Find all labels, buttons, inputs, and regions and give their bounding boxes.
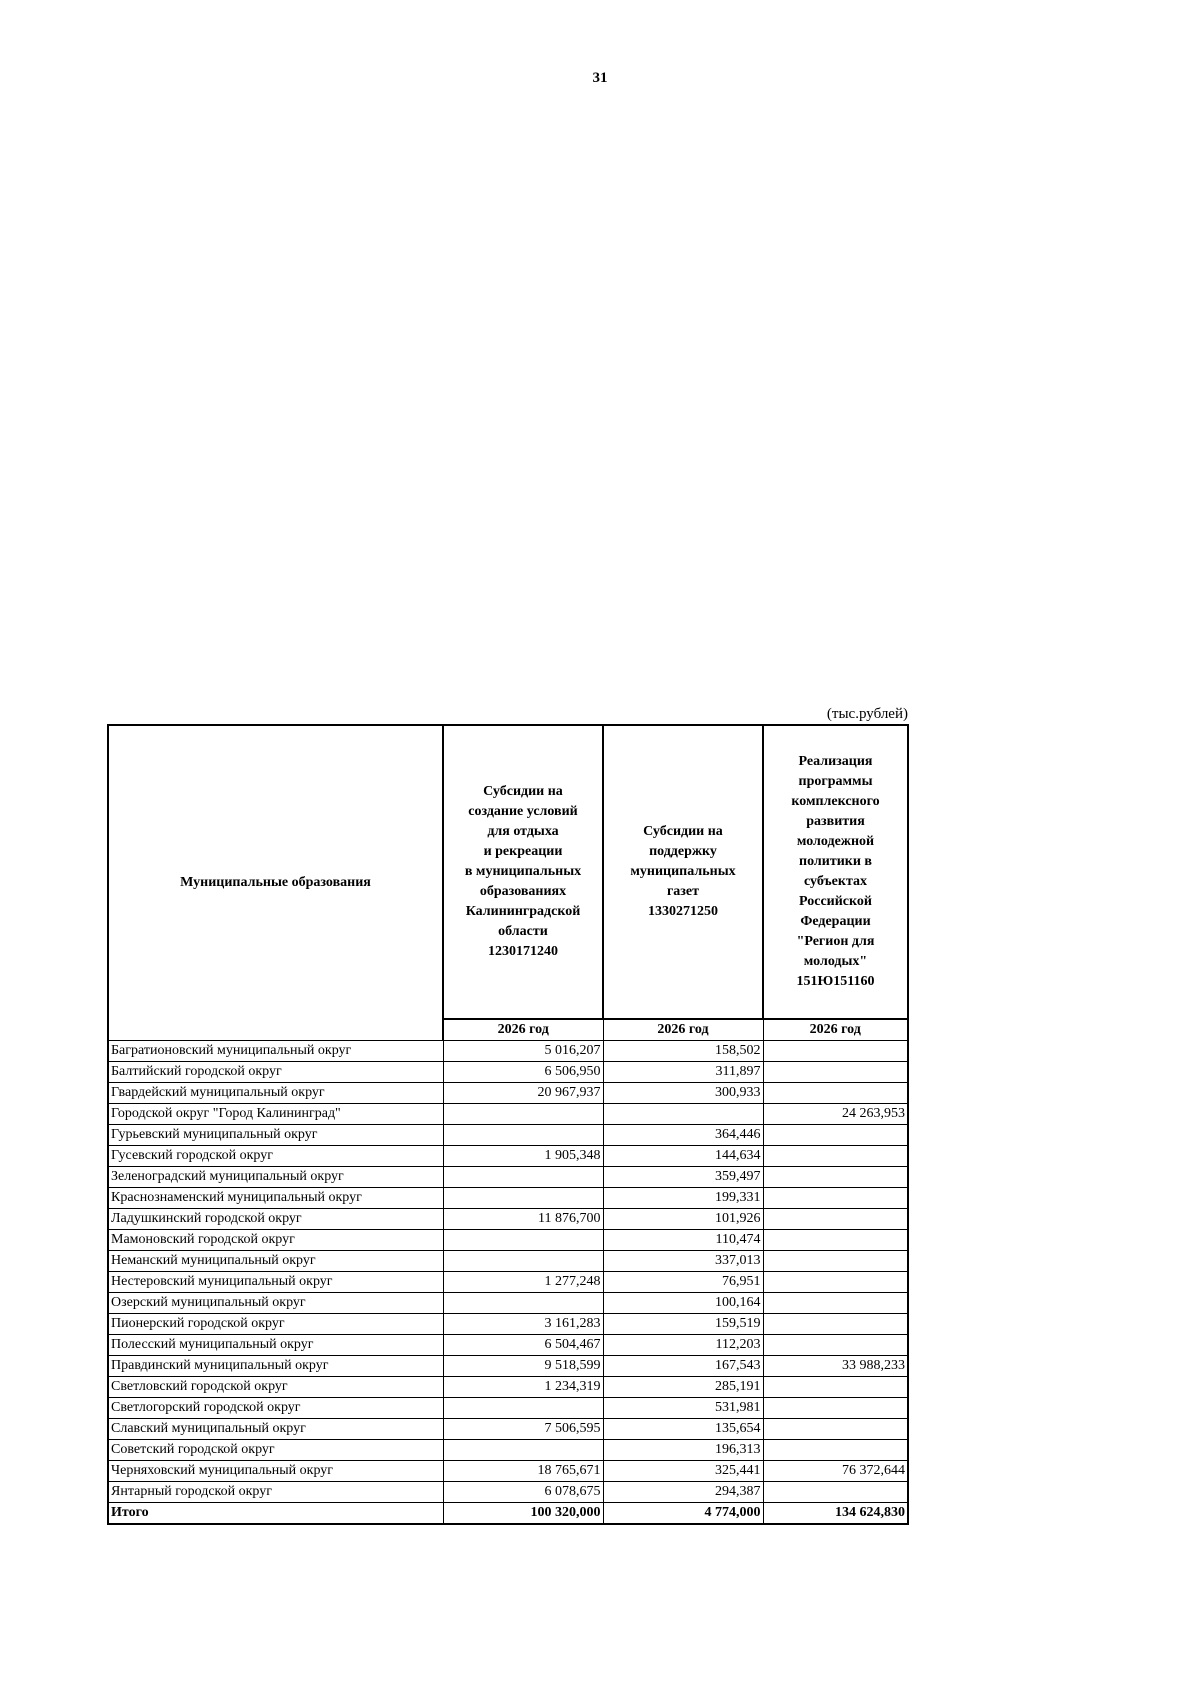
municipality-name: Гусевский городской округ [108, 1146, 443, 1167]
table-row [108, 1146, 908, 1167]
recreation-subsidy-value: 9 518,599 [443, 1356, 603, 1377]
recreation-subsidy-value [443, 1188, 603, 1209]
table-row [108, 1335, 908, 1356]
header-line: образованиях [479, 884, 567, 899]
table-row [108, 1104, 908, 1125]
table-row [108, 1251, 908, 1272]
municipality-name: Неманский муниципальный округ [108, 1251, 443, 1272]
youth-program-value [763, 1146, 908, 1167]
table-row [108, 1083, 908, 1104]
units-label: (тыс.рублей) [826, 706, 908, 722]
youth-program-value: 24 263,953 [763, 1104, 908, 1125]
year-label: 2026 год [763, 1019, 908, 1041]
header-line: поддержку [649, 844, 717, 859]
municipality-name: Славский муниципальный округ [108, 1419, 443, 1440]
recreation-subsidy-value: 1 234,319 [443, 1377, 603, 1398]
header-youth-program [763, 725, 908, 1019]
recreation-subsidy-value [443, 1167, 603, 1188]
header-line: 1230171240 [488, 944, 558, 959]
header-line: политики в [799, 854, 872, 869]
header-line: Субсидии на [643, 824, 723, 839]
newspaper-subsidy-value: 285,191 [603, 1377, 763, 1398]
municipality-name: Гвардейский муниципальный округ [108, 1083, 443, 1104]
youth-program-value [763, 1062, 908, 1083]
header-line: молодежной [796, 834, 875, 849]
table-body [108, 1041, 908, 1525]
municipality-name: Зеленоградский муниципальный округ [108, 1167, 443, 1188]
header-line: газет [666, 884, 700, 899]
municipality-name: Светловский городской округ [108, 1377, 443, 1398]
recreation-subsidy-value: 3 161,283 [443, 1314, 603, 1335]
page-number: 31 [592, 70, 608, 86]
header-line: Реализация [798, 754, 873, 769]
youth-program-value: 134 624,830 [763, 1503, 908, 1525]
newspaper-subsidy-value: 100,164 [603, 1293, 763, 1314]
youth-program-value [763, 1272, 908, 1293]
newspaper-subsidy-value: 4 774,000 [603, 1503, 763, 1525]
newspaper-subsidy-value: 110,474 [603, 1230, 763, 1251]
budget-table [107, 724, 909, 1525]
header-subsidy-recreation [443, 725, 603, 1019]
municipality-name: Мамоновский городской округ [108, 1230, 443, 1251]
newspaper-subsidy-value: 196,313 [603, 1440, 763, 1461]
youth-program-value: 76 372,644 [763, 1461, 908, 1482]
table-row [108, 1377, 908, 1398]
municipality-name: Полесский муниципальный округ [108, 1335, 443, 1356]
youth-program-value [763, 1125, 908, 1146]
newspaper-subsidy-value [603, 1104, 763, 1125]
header-line: субъектах [804, 874, 867, 889]
youth-program-value [763, 1230, 908, 1251]
header-municipalities: Муниципальные образования [108, 725, 443, 1041]
header-line: и рекреации [483, 844, 563, 859]
header-line: молодых" [803, 954, 868, 969]
newspaper-subsidy-value: 101,926 [603, 1209, 763, 1230]
municipality-name: Черняховский муниципальный округ [108, 1461, 443, 1482]
header-line: Субсидии на [483, 784, 563, 799]
municipality-name: Балтийский городской округ [108, 1062, 443, 1083]
recreation-subsidy-value: 11 876,700 [443, 1209, 603, 1230]
header-line: Российской [799, 894, 872, 909]
newspaper-subsidy-value: 144,634 [603, 1146, 763, 1167]
header-line: 1330271250 [648, 904, 718, 919]
table-row [108, 1209, 908, 1230]
table-row [108, 1188, 908, 1209]
youth-program-value [763, 1251, 908, 1272]
newspaper-subsidy-value: 112,203 [603, 1335, 763, 1356]
recreation-subsidy-value: 6 504,467 [443, 1335, 603, 1356]
municipality-name: Светлогорский городской округ [108, 1398, 443, 1419]
municipality-name: Пионерский городской округ [108, 1314, 443, 1335]
table-row [108, 1272, 908, 1293]
newspaper-subsidy-value: 337,013 [603, 1251, 763, 1272]
table-row [108, 1125, 908, 1146]
table-row [108, 1062, 908, 1083]
youth-program-value [763, 1398, 908, 1419]
youth-program-value [763, 1293, 908, 1314]
header-line: комплексного [791, 794, 880, 809]
recreation-subsidy-value [443, 1230, 603, 1251]
table-row [108, 1419, 908, 1440]
municipality-name: Краснознаменский муниципальный округ [108, 1188, 443, 1209]
recreation-subsidy-value: 7 506,595 [443, 1419, 603, 1440]
youth-program-value [763, 1188, 908, 1209]
recreation-subsidy-value [443, 1251, 603, 1272]
newspaper-subsidy-value: 531,981 [603, 1398, 763, 1419]
table-row [108, 1482, 908, 1503]
youth-program-value [763, 1083, 908, 1104]
municipality-name: Багратионовский муниципальный округ [108, 1041, 443, 1062]
table-row [108, 1167, 908, 1188]
table-row [108, 1440, 908, 1461]
recreation-subsidy-value [443, 1293, 603, 1314]
municipality-name: Янтарный городской округ [108, 1482, 443, 1503]
municipality-name: Правдинский муниципальный округ [108, 1356, 443, 1377]
youth-program-value [763, 1377, 908, 1398]
youth-program-value [763, 1209, 908, 1230]
recreation-subsidy-value: 6 078,675 [443, 1482, 603, 1503]
newspaper-subsidy-value: 158,502 [603, 1041, 763, 1062]
year-label: 2026 год [603, 1019, 763, 1041]
recreation-subsidy-value: 20 967,937 [443, 1083, 603, 1104]
header-line: "Регион для [796, 934, 875, 949]
recreation-subsidy-value [443, 1398, 603, 1419]
table-row [108, 1314, 908, 1335]
header-line: Федерации [800, 914, 871, 929]
newspaper-subsidy-value: 159,519 [603, 1314, 763, 1335]
header-line: 151Ю151160 [796, 974, 875, 989]
total-row [108, 1503, 908, 1525]
municipality-name: Советский городской округ [108, 1440, 443, 1461]
youth-program-value [763, 1041, 908, 1062]
header-line: создание условий [468, 804, 578, 819]
municipality-name: Озерский муниципальный округ [108, 1293, 443, 1314]
recreation-subsidy-value: 18 765,671 [443, 1461, 603, 1482]
header-line: муниципальных [630, 864, 736, 879]
recreation-subsidy-value: 1 905,348 [443, 1146, 603, 1167]
newspaper-subsidy-value: 300,933 [603, 1083, 763, 1104]
recreation-subsidy-value: 5 016,207 [443, 1041, 603, 1062]
header-line: развития [806, 814, 865, 829]
municipality-name: Гурьевский муниципальный округ [108, 1125, 443, 1146]
newspaper-subsidy-value: 294,387 [603, 1482, 763, 1503]
recreation-subsidy-value [443, 1104, 603, 1125]
youth-program-value [763, 1335, 908, 1356]
recreation-subsidy-value: 6 506,950 [443, 1062, 603, 1083]
year-label: 2026 год [443, 1019, 603, 1041]
table-row [108, 1461, 908, 1482]
municipality-name: Городской округ "Город Калининград" [108, 1104, 443, 1125]
header-line: области [498, 924, 548, 939]
header-subsidy-newspapers [603, 725, 763, 1019]
newspaper-subsidy-value: 311,897 [603, 1062, 763, 1083]
table-row [108, 1356, 908, 1377]
recreation-subsidy-value [443, 1125, 603, 1146]
table-row [108, 1230, 908, 1251]
header-line: Калининградской [465, 904, 581, 919]
newspaper-subsidy-value: 167,543 [603, 1356, 763, 1377]
newspaper-subsidy-value: 325,441 [603, 1461, 763, 1482]
newspaper-subsidy-value: 359,497 [603, 1167, 763, 1188]
newspaper-subsidy-value: 76,951 [603, 1272, 763, 1293]
recreation-subsidy-value: 1 277,248 [443, 1272, 603, 1293]
youth-program-value: 33 988,233 [763, 1356, 908, 1377]
newspaper-subsidy-value: 199,331 [603, 1188, 763, 1209]
recreation-subsidy-value: 100 320,000 [443, 1503, 603, 1525]
municipality-name: Ладушкинский городской округ [108, 1209, 443, 1230]
youth-program-value [763, 1440, 908, 1461]
youth-program-value [763, 1419, 908, 1440]
municipality-name: Нестеровский муниципальный округ [108, 1272, 443, 1293]
newspaper-subsidy-value: 135,654 [603, 1419, 763, 1440]
youth-program-value [763, 1314, 908, 1335]
table-row [108, 1293, 908, 1314]
youth-program-value [763, 1482, 908, 1503]
newspaper-subsidy-value: 364,446 [603, 1125, 763, 1146]
youth-program-value [763, 1167, 908, 1188]
municipality-name: Итого [108, 1503, 443, 1525]
table-row [108, 1398, 908, 1419]
table-row [108, 1041, 908, 1062]
recreation-subsidy-value [443, 1440, 603, 1461]
header-line: для отдыха [487, 824, 559, 839]
header-line: в муниципальных [464, 864, 582, 879]
header-line: программы [798, 774, 873, 789]
